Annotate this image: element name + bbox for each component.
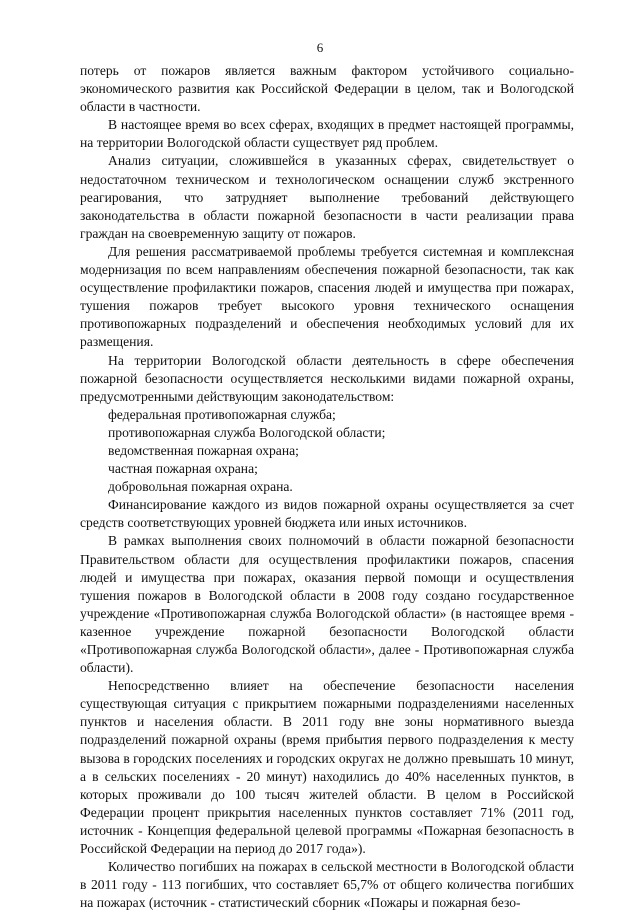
list-item: добровольная пожарная охрана. [108, 479, 293, 495]
paragraph: Непосредственно влияет на обеспечение безопасности населения существующая ситуация с прикрытием пожарными подразделениями населенных пунктов и населения области. В 2011 году вне зоны нормативного выезда подразделений пожарной охраны (время прибытия первого подразделения к месту вызова в городских поселениях и городских округах не должно превышать 10 минут, а в сельских поселениях - 20 минут) находились до 40% населенных пунктов, в которых проживали до 100 тысяч жителей области. В целом в Российской Федерации процент прикрытия населенных пунктов составляет 71% (2011 год, источник - Концепция федеральной целевой программы «Пожарная безопасность в Российской Федерации на период до 2017 года»). [80, 678, 574, 857]
list-item: противопожарная служба Вологодской области; [108, 424, 386, 440]
paragraph: Количество погибших на пожарах в сельской местности в Вологодской области в 2011 году - 113 погибших, что составляет 65,7% от общего количества погибших на пожарах (источник - статистический сборник «Пожары и пожарная безо- [80, 859, 574, 911]
paragraph: Финансирование каждого из видов пожарной охраны осуществляется за счет средств соответствующих уровней бюджета или иных источников. [80, 497, 574, 531]
paragraph: В рамках выполнения своих полномочий в области пожарной безопасности Правительством области для осуществления профилактики пожаров, спасения людей и имущества при пожарах, оказания первой помощи и осуществления тушения пожаров в Вологодской области в 2008 году создано государственное учреждение «Противопожарная служба Вологодской области» (в настоящее время - казенное учреждение пожарной безопасности Вологодской области «Противопожарная служба Вологодской области», далее - Противопожарная служба области). [80, 533, 574, 676]
paragraph: Анализ ситуации, сложившейся в указанных сферах, свидетельствует о недостаточном техническом и технологическом оснащении служб экстренного реагирования, что затрудняет выполнение требований действующего законодательства в области пожарной безопасности в части реализации права граждан на своевременную защиту от пожаров. [80, 153, 574, 241]
paragraph: На территории Вологодской области деятельность в сфере обеспечения пожарной безопасности осуществляется несколькими видами пожарной охраны, предусмотренными действующим законодательством: [80, 352, 574, 404]
paragraph-continuation: потерь от пожаров является важным фактором устойчивого социально-экономического развития как Российской Федерации в целом, так и Вологодской области в частности. [80, 63, 574, 115]
page-number: 6 [316, 40, 324, 55]
list-item: частная пожарная охрана; [108, 461, 258, 477]
paragraph: Для решения рассматриваемой проблемы требуется системная и комплексная модернизация по всем направлениям обеспечения пожарной безопасности, так как осуществление профилактики пожаров, спасения людей и имущества при пожарах, тушения пожаров требует высокого уровня технического оснащения противопожарных подразделений и обеспечения необходимых условий для их размещения. [80, 243, 574, 350]
list-item: федеральная противопожарная служба; [108, 406, 336, 422]
list-item: ведомственная пожарная охрана; [108, 442, 299, 458]
paragraph: В настоящее время во всех сферах, входящих в предмет настоящей программы, на территории Вологодской области существует ряд проблем. [80, 117, 574, 151]
document-body [80, 62, 574, 912]
